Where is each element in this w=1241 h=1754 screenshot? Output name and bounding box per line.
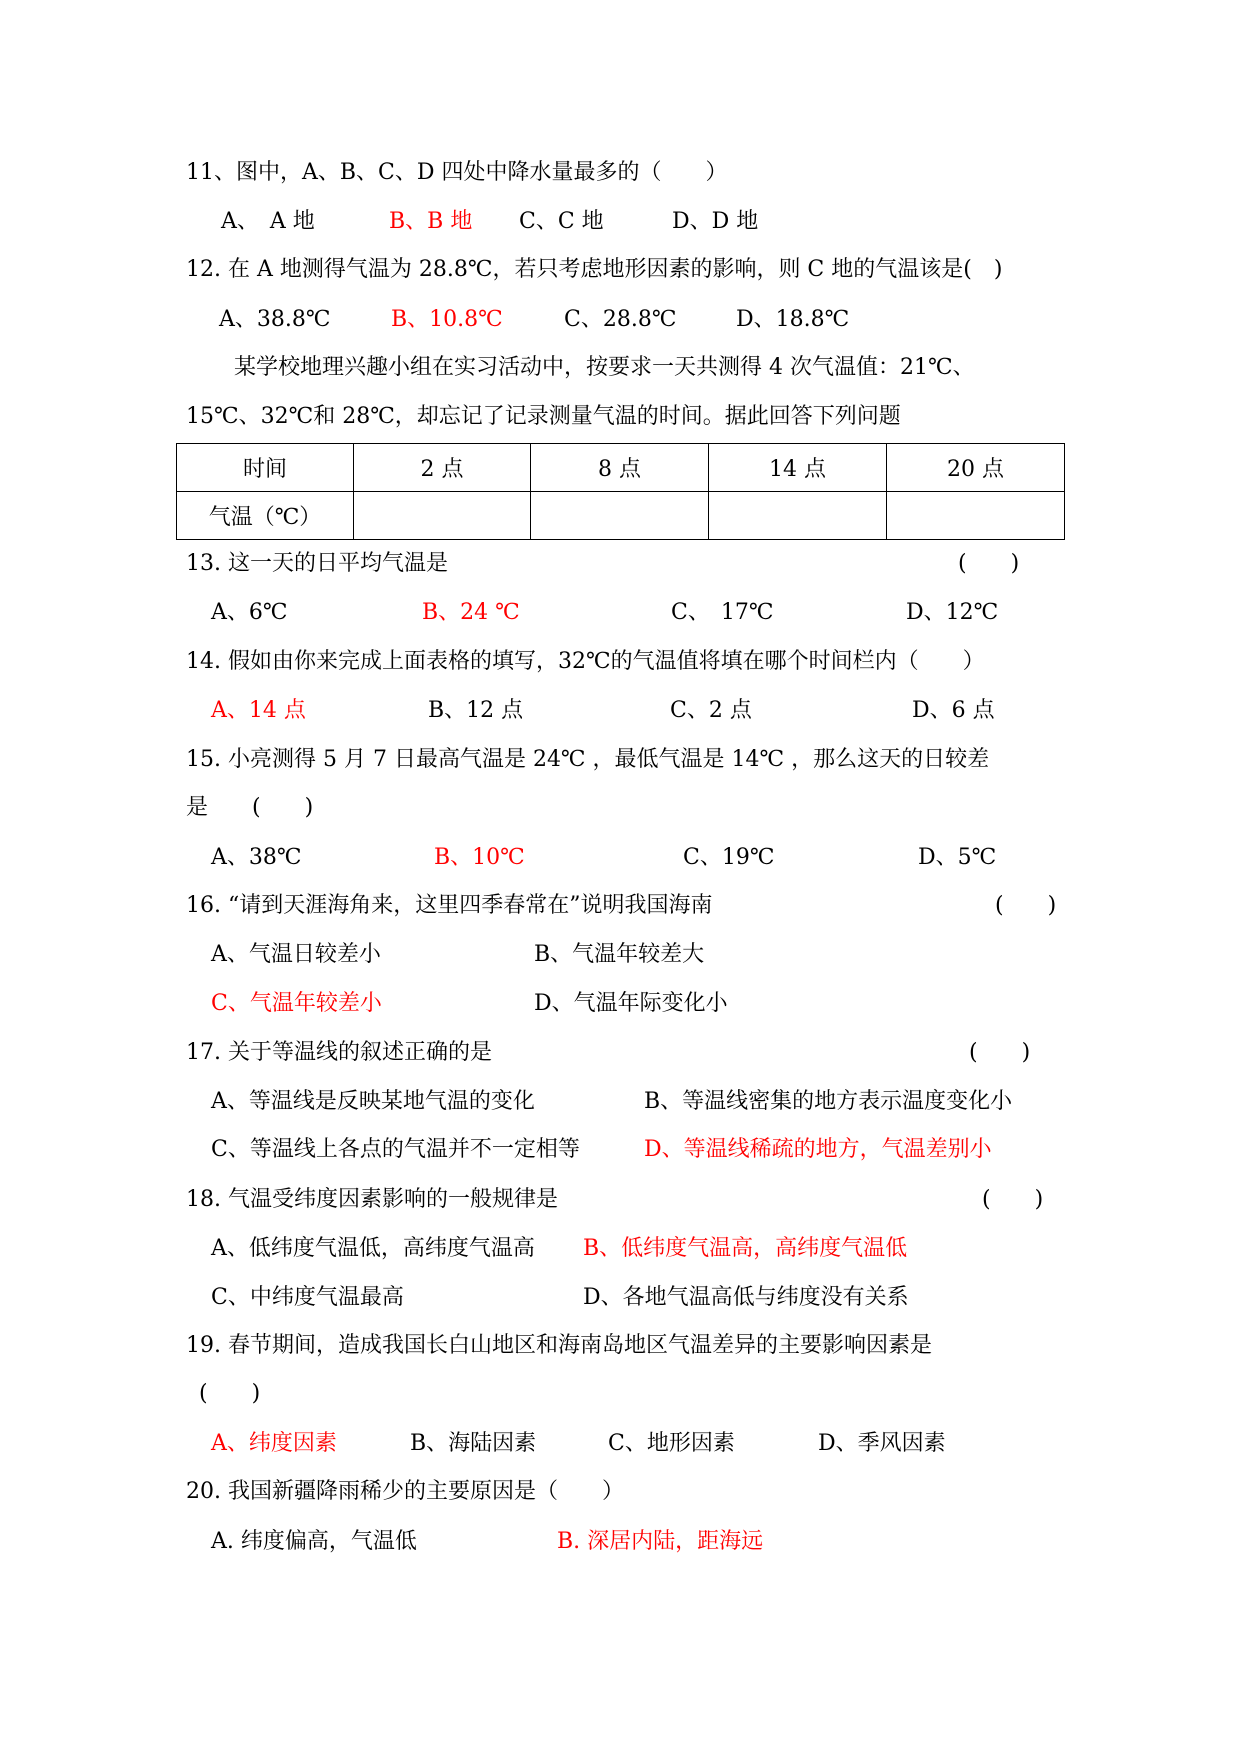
question-20 — [0, 1472, 1241, 1512]
passage-line-1 — [0, 348, 1241, 388]
question-17-stem: 17. 关于等温线的叙述正确的是 — [186, 1040, 492, 1065]
option-b-answer: B、低纬度气温高，高纬度气温低 — [583, 1236, 908, 1261]
option-a: A、等温线是反映某地气温的变化 — [211, 1089, 535, 1114]
option-c: C、19℃ — [683, 845, 775, 870]
table-cell — [887, 492, 1065, 540]
question-13-options — [0, 593, 1241, 633]
table-row-label: 气温（℃） — [177, 492, 354, 540]
option-c: C、 17℃ — [671, 600, 774, 625]
table-header-cell: 时间 — [177, 444, 354, 492]
option-c: C、中纬度气温最高 — [211, 1285, 404, 1310]
question-18-options-row-1 — [0, 1229, 1241, 1269]
question-15-stem-2: 是 ( ) — [186, 795, 314, 820]
table-cell — [354, 492, 531, 540]
question-19-cont — [0, 1374, 1241, 1414]
passage-text-1: 某学校地理兴趣小组在实习活动中，按要求一天共测得 4 次气温值：21℃、 — [234, 355, 975, 380]
option-a: A、气温日较差小 — [211, 942, 381, 967]
option-d-answer: D、等温线稀疏的地方，气温差别小 — [644, 1137, 992, 1162]
option-c: C、C 地 — [519, 209, 604, 234]
question-15-cont — [0, 788, 1241, 828]
temperature-table — [176, 443, 1065, 540]
option-a: A、6℃ — [211, 600, 288, 625]
option-d: D、12℃ — [906, 600, 999, 625]
question-18 — [0, 1180, 1241, 1220]
question-20-options — [0, 1522, 1241, 1562]
question-15-stem: 15. 小亮测得 5 月 7 日最高气温是 24℃ ，最低气温是 14℃ ，那么这天的日较差 — [186, 747, 990, 772]
question-16-options-row-2 — [0, 984, 1241, 1024]
answer-parentheses: ( ) — [982, 1187, 1044, 1212]
table-header-cell: 20 点 — [887, 444, 1065, 492]
option-a-answer: A、纬度因素 — [211, 1431, 337, 1456]
answer-parentheses: ( ) — [199, 1381, 261, 1406]
table-cell — [709, 492, 887, 540]
option-b: B、12 点 — [428, 698, 524, 723]
question-14 — [0, 642, 1241, 682]
option-b-answer: B. 深居内陆，距海远 — [557, 1529, 764, 1554]
question-16 — [0, 886, 1241, 926]
option-c-answer: C、气温年较差小 — [211, 991, 382, 1016]
option-b-answer: B、24 ℃ — [422, 600, 520, 625]
passage-text-2: 15℃、32℃和 28℃，却忘记了记录测量气温的时间。据此回答下列问题 — [186, 404, 901, 429]
question-19-stem: 19. 春节期间，造成我国长白山地区和海南岛地区气温差异的主要影响因素是 — [186, 1333, 932, 1358]
option-d: D、气温年际变化小 — [534, 991, 728, 1016]
option-d: D、各地气温高低与纬度没有关系 — [583, 1285, 909, 1310]
answer-parentheses: ( ) — [969, 1040, 1031, 1065]
table-header-cell: 2 点 — [354, 444, 531, 492]
option-a: A、低纬度气温低，高纬度气温高 — [211, 1236, 535, 1261]
option-c: C、地形因素 — [608, 1431, 735, 1456]
question-15-options — [0, 838, 1241, 878]
question-17-options-row-2 — [0, 1130, 1241, 1170]
table-header-cell: 14 点 — [709, 444, 887, 492]
option-d: D、5℃ — [918, 845, 997, 870]
option-b-answer: B、10.8℃ — [391, 307, 503, 332]
question-17-options-row-1 — [0, 1082, 1241, 1122]
question-12 — [0, 250, 1241, 290]
question-13-stem: 13. 这一天的日平均气温是 — [186, 551, 448, 576]
question-18-options-row-2 — [0, 1278, 1241, 1318]
question-12-options — [0, 300, 1241, 340]
option-c: C、2 点 — [670, 698, 752, 723]
question-12-stem: 12. 在 A 地测得气温为 28.8℃，若只考虑地形因素的影响，则 C 地的气温该是( ) — [186, 257, 1003, 282]
question-13 — [0, 544, 1241, 584]
option-b: B、海陆因素 — [410, 1431, 537, 1456]
option-b-answer: B、B 地 — [389, 209, 473, 234]
answer-parentheses: ( ) — [958, 551, 1020, 576]
table-header-row — [177, 444, 1065, 492]
option-a: A、38.8℃ — [219, 307, 331, 332]
table-cell — [531, 492, 709, 540]
option-b: B、等温线密集的地方表示温度变化小 — [644, 1089, 1013, 1114]
question-14-stem: 14. 假如由你来完成上面表格的填写，32℃的气温值将填在哪个时间栏内（ ） — [186, 649, 985, 674]
question-17 — [0, 1033, 1241, 1073]
option-c: C、等温线上各点的气温并不一定相等 — [211, 1137, 580, 1162]
question-14-options — [0, 691, 1241, 731]
option-a: A、38℃ — [211, 845, 302, 870]
question-15 — [0, 740, 1241, 780]
answer-parentheses: ( ) — [995, 893, 1057, 918]
question-11-options — [0, 202, 1241, 242]
option-c: C、28.8℃ — [564, 307, 677, 332]
option-d: D、18.8℃ — [736, 307, 850, 332]
passage-line-2 — [0, 397, 1241, 437]
option-a: A. 纬度偏高，气温低 — [211, 1529, 417, 1554]
option-d: D、6 点 — [912, 698, 995, 723]
option-b-answer: B、10℃ — [434, 845, 525, 870]
option-d: D、D 地 — [672, 209, 759, 234]
question-11-stem: 11、图中，A、B、C、D 四处中降水量最多的（ ） — [186, 160, 728, 185]
question-11 — [0, 153, 1241, 193]
question-16-stem: 16. “请到天涯海角来，这里四季春常在”说明我国海南 — [186, 893, 713, 918]
question-18-stem: 18. 气温受纬度因素影响的一般规律是 — [186, 1187, 558, 1212]
question-19-options — [0, 1424, 1241, 1464]
table-row — [177, 492, 1065, 540]
option-d: D、季风因素 — [818, 1431, 946, 1456]
option-a-answer: A、14 点 — [211, 698, 306, 723]
question-19 — [0, 1326, 1241, 1366]
option-a: A、 A 地 — [221, 209, 315, 234]
question-20-stem: 20. 我国新疆降雨稀少的主要原因是（ ） — [186, 1479, 624, 1504]
question-16-options-row-1 — [0, 935, 1241, 975]
option-b: B、气温年较差大 — [534, 942, 705, 967]
table-header-cell: 8 点 — [531, 444, 709, 492]
